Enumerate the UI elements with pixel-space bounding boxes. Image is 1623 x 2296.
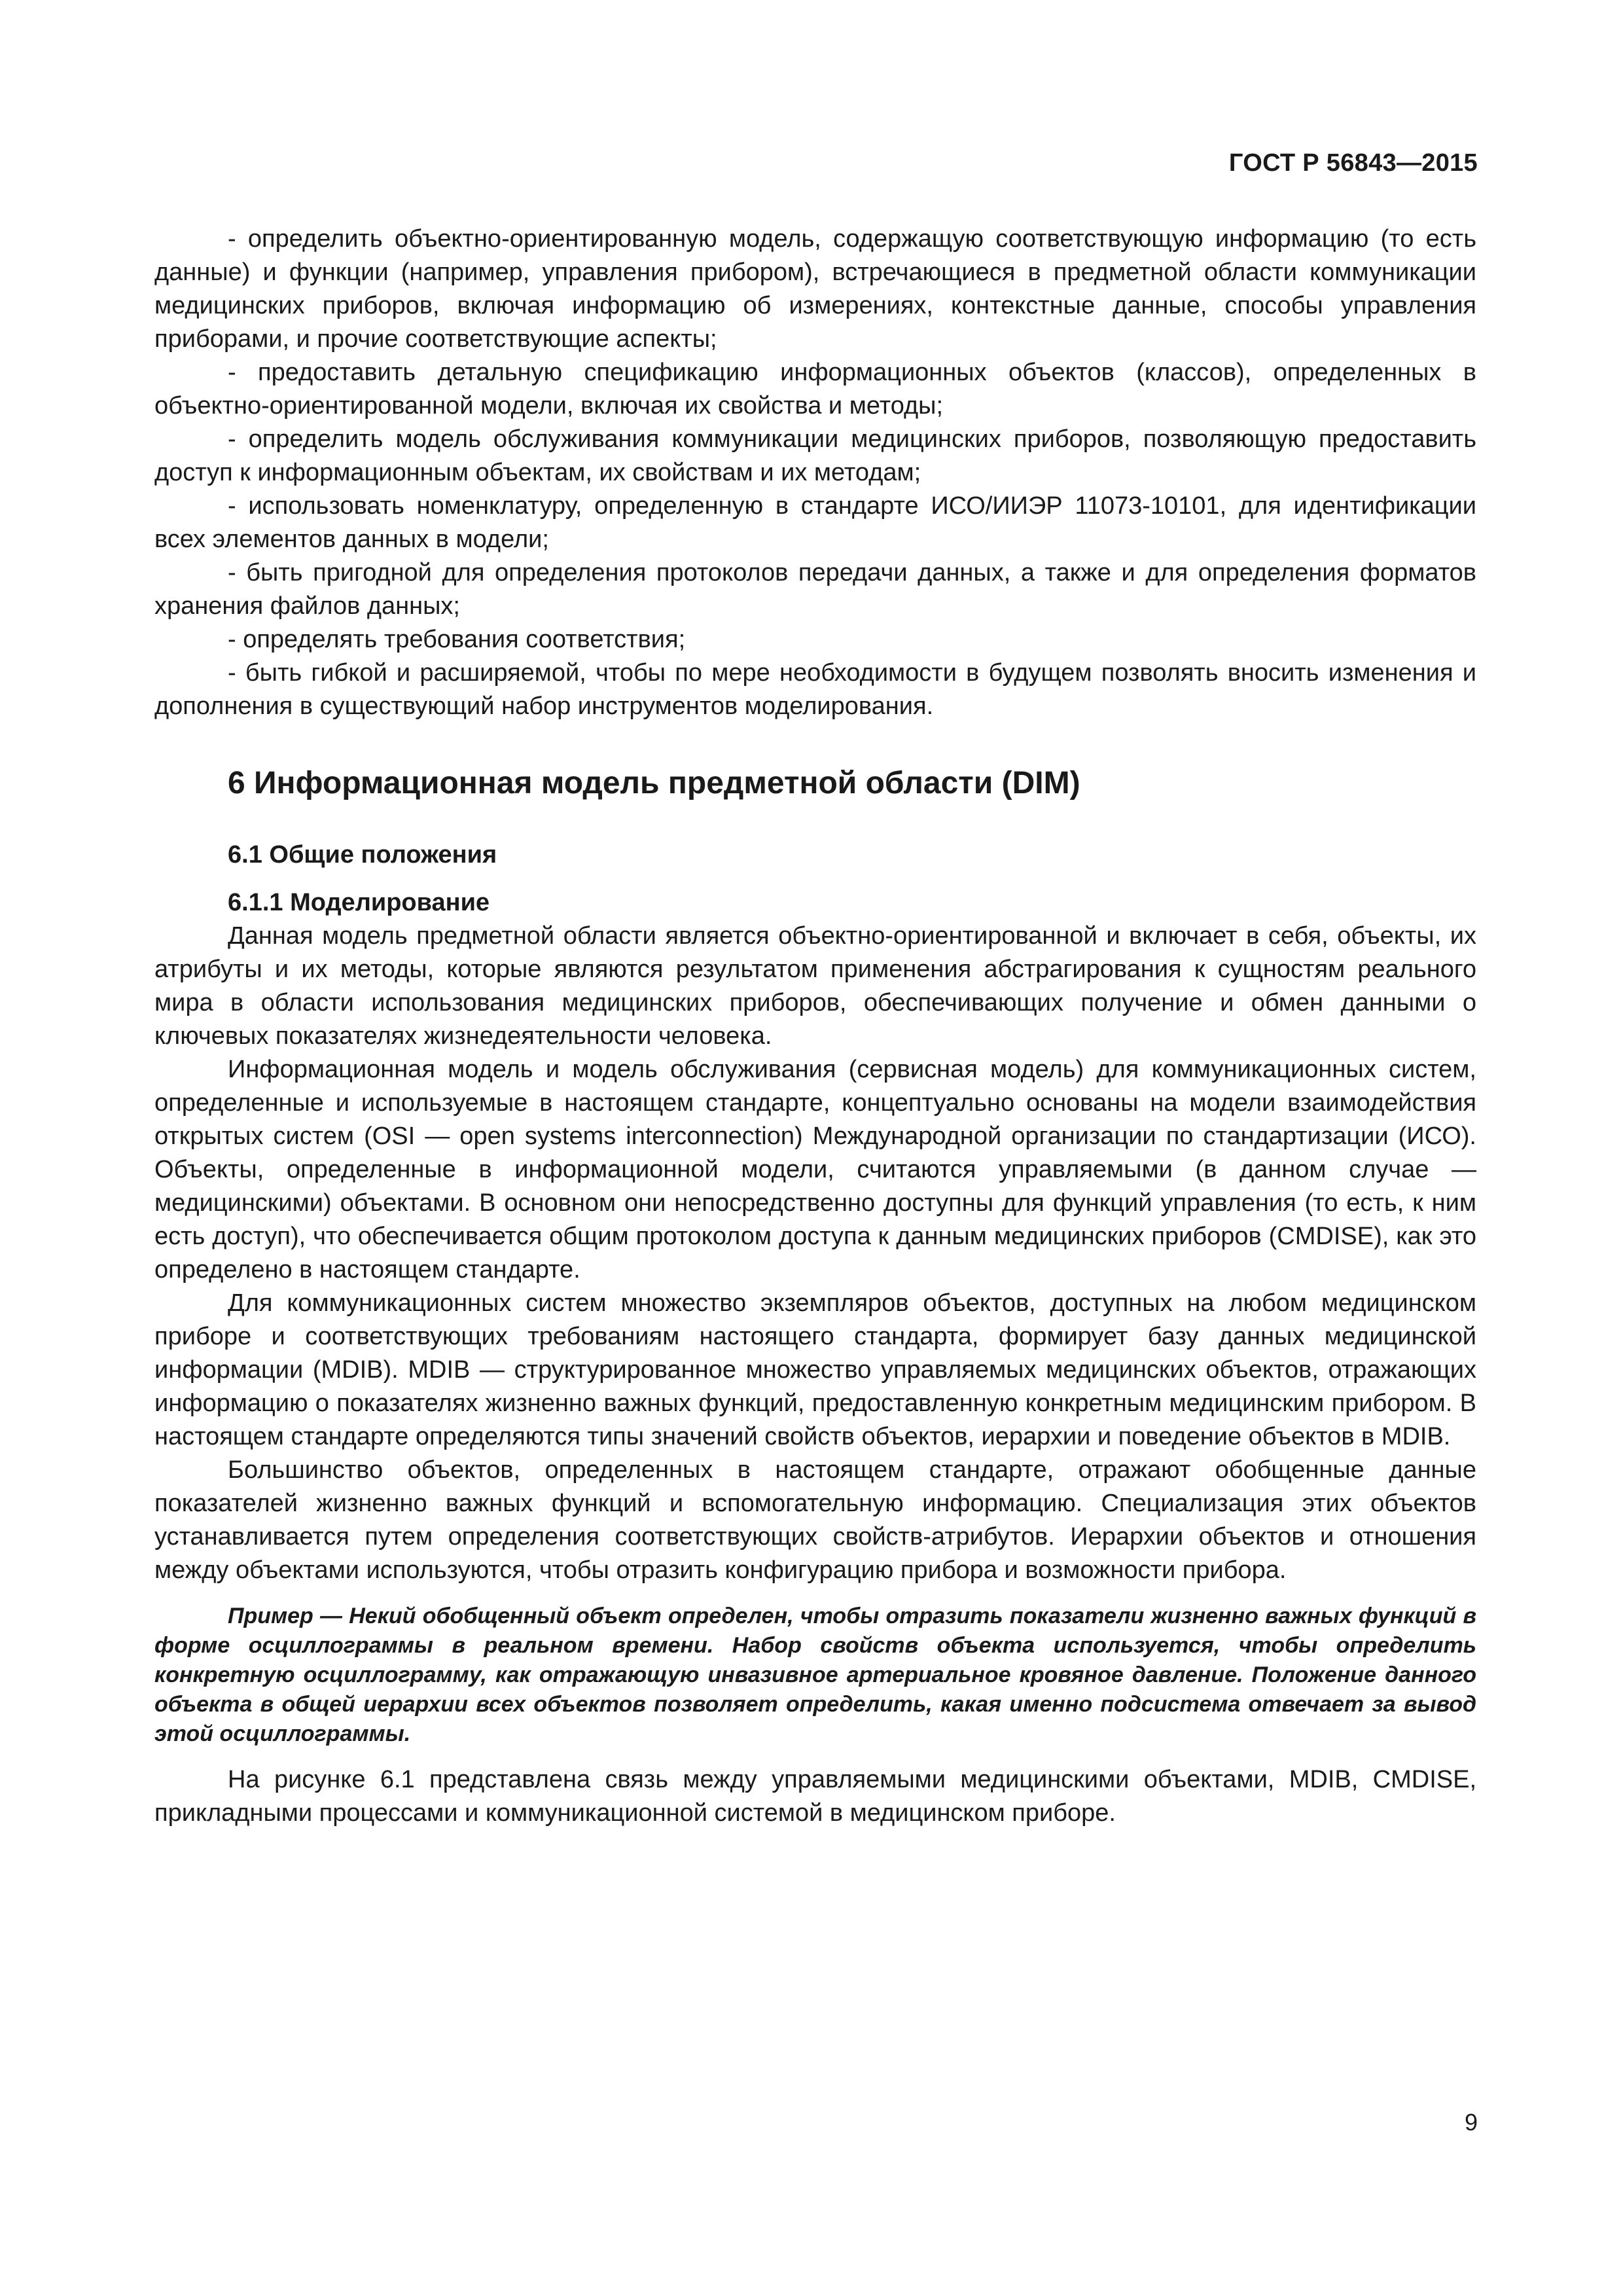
- body-paragraph: Большинство объектов, определенных в настоящем стандарте, отражают обобщенные данные показателей жизненно важных функций и вспомогательную информацию. Специализация этих объектов устанавливается путем определения соответствующих свойств-атрибутов. Иерархии объектов и отношения между объектами используются, чтобы отразить конфигурацию прибора и возможности прибора.: [154, 1456, 1476, 1584]
- example-note: Пример — Некий обобщенный объект определен, чтобы отразить показатели жизненно важных функций в форме осциллограммы в реальном времени. Набор свойств объекта используется, чтобы определить конкретную осциллограмму, как отражающую инвазивное артериальное кровяное давление. Положение данного объекта в общей иерархии всех объектов позволяет определить, какая именно подсистема отвечает за вывод этой осциллограммы.: [154, 1604, 1476, 1746]
- list-item: - определить объектно-ориентированную модель, содержащую соответствующую информацию (то есть данные) и функции (например, управления прибором), встречающиеся в предметной области коммуникации медицинских приборов, включая информацию об измерениях, контекстные данные, способы управления приборами, и прочие соответствующие аспекты;: [154, 225, 1476, 353]
- page-number: 9: [1464, 2109, 1478, 2136]
- list-item: - использовать номенклатуру, определенную в стандарте ИСО/ИИЭР 11073-10101, для идентификации всех элементов данных в модели;: [154, 492, 1476, 553]
- body-paragraph: Для коммуникационных систем множество экземпляров объектов, доступных на любом медицинском приборе и соответствующих требованиям настоящего стандарта, формирует базу данных медицинской информации (MDIB). MDIB — структурированное множество управляемых медицинских объектов, отражающих информацию о показателях жизненно важных функций, предоставленную конкретным медицинским прибором. В настоящем стандарте определяются типы значений свойств объектов, иерархии и поведение объектов в MDIB.: [154, 1289, 1476, 1450]
- document-body: [154, 223, 1476, 1830]
- list-item: - предоставить детальную спецификацию информационных объектов (классов), определенных в объектно-ориентированной модели, включая их свойства и методы;: [154, 359, 1476, 420]
- list-item: - быть пригодной для определения протоколов передачи данных, а также и для определения форматов хранения файлов данных;: [154, 559, 1476, 620]
- requirements-list: [154, 223, 1476, 723]
- body-paragraph: Данная модель предметной области является объектно-ориентированной и включает в себя, объекты, их атрибуты и их методы, которые являются результатом применения абстрагирования к сущностям реального мира в области использования медицинских приборов, обеспечивающих получение и обмен данными о ключевых показателях жизнедеятельности человека.: [154, 922, 1476, 1050]
- section-heading: 6 Информационная модель предметной области (DIM): [228, 766, 1080, 800]
- body-paragraph: Информационная модель и модель обслуживания (сервисная модель) для коммуникационных систем, определенные и используемые в настоящем стандарте, концептуально основаны на модели взаимодействия открытых систем (OSI — open systems interconnection) Международной организации по стандартизации (ИСО). Объекты, определенные в информационной модели, считаются управляемыми (в данном случае — медицинскими) объектами. В основном они непосредственно доступны для функций управления (то есть, к ним есть доступ), что обеспечивается общим протоколом доступа к данным медицинских приборов (CMDISE), как это определено в настоящем стандарте.: [154, 1056, 1476, 1283]
- figure-reference-paragraph: На рисунке 6.1 представлена связь между управляемыми медицинскими объектами, MDIB, CMDISE, прикладными процессами и коммуникационной системой в медицинском приборе.: [154, 1766, 1476, 1827]
- subsubsection-heading: 6.1.1 Моделирование: [228, 889, 490, 916]
- subsection-heading: 6.1 Общие положения: [228, 841, 497, 869]
- list-item: - определять требования соответствия;: [228, 626, 686, 653]
- document-standard-id: ГОСТ Р 56843—2015: [1228, 149, 1478, 177]
- list-item: - определить модель обслуживания коммуникации медицинских приборов, позволяющую предоставить доступ к информационным объектам, их свойствам и их методам;: [154, 425, 1476, 486]
- list-item: - быть гибкой и расширяемой, чтобы по мере необходимости в будущем позволять вносить изменения и дополнения в существующий набор инструментов моделирования.: [154, 659, 1476, 720]
